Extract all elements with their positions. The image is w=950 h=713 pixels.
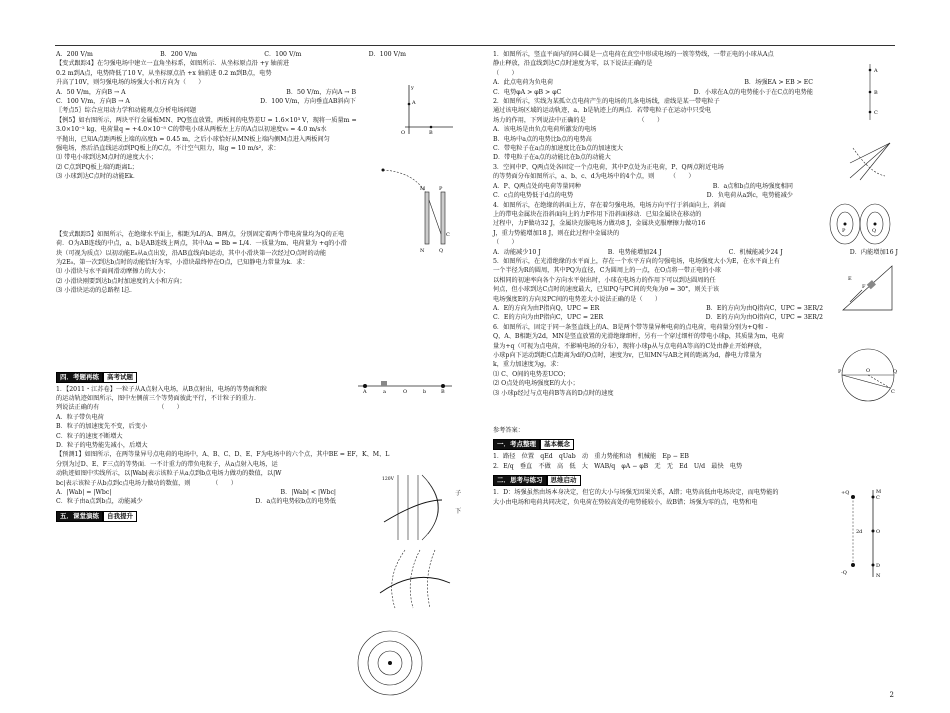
- incline-figure: [840, 262, 895, 314]
- line-charges-figure: [355, 372, 455, 394]
- svg-text:N: N: [876, 573, 881, 579]
- header-rule: [55, 45, 895, 46]
- curved-field-figure: [375, 548, 455, 610]
- section-5-label: 五．课堂演练: [56, 511, 103, 522]
- right-q4-line: 上的带电金属块在沿斜面向上的力F作用下沿斜面移动．已知金属块在移动的: [493, 210, 702, 218]
- field-lines-figure: [845, 138, 895, 183]
- right-q6-line: k，重力加速度为g，求：: [493, 361, 563, 369]
- right-q6-line: ⑴ C、O间的电势差UCO；: [493, 370, 570, 378]
- example5-line: 平抛出，已知A点距两板上端的高度h = 0.45 m，之后小球恰好从MN板上端内侧M点进入两板间匀: [56, 135, 330, 143]
- section-2-sublabel: 思维启动: [547, 475, 581, 486]
- answer-section-1-header: [493, 439, 574, 450]
- option-c: C．E的方向为由P指向C，UPC = 2ER: [493, 314, 604, 322]
- section-5-header: [56, 511, 137, 522]
- right-q1-options: [493, 88, 813, 97]
- right-q1-line: （ ）: [493, 69, 518, 77]
- option-a: A．E的方向为由P指向Q，UPC = ER: [493, 304, 600, 312]
- option-d: D．内能增加16 J: [849, 248, 898, 256]
- right-q6-line: 6．如图所示，固定于同一条竖直线上的A、B是两个带等量异种电荷的点电荷，电荷量分别为+Q和 -: [493, 323, 768, 331]
- variant4-line: 升高了10V，则匀强电场的场强大小和方向为（ ）: [56, 79, 205, 87]
- svg-text:F: F: [862, 284, 866, 290]
- question1-option: D．粒子的电势能先减小，后增大: [56, 441, 148, 449]
- prediction-line: bc|表示该粒子从b点到c点电场力做功的数值，则 （ ）: [56, 479, 237, 487]
- right-q2-option: D．带电粒子在a点的动能比在b点的动能大: [493, 154, 611, 162]
- option-d: D．100 V/m: [368, 51, 406, 58]
- option-b: B．|Wab| < |Wbc|: [280, 489, 336, 496]
- right-q2-option: B．电场中a点的电势比b点的电势高: [493, 135, 592, 143]
- prediction-options: [56, 497, 336, 506]
- svg-text:B: B: [429, 130, 433, 136]
- option-a: A．200 V/m: [56, 51, 93, 58]
- variant5-line: 荷．O为AB连线的中点，a、b是AB连线上两点，其中Aa = Bb = L/4．一质量为m、电荷量为 +q的小滑: [56, 240, 347, 248]
- right-q4-line: J，重力势能增加18 J，则在此过程中金属块的: [493, 229, 620, 237]
- right-q3-line: 的等势面分布如图所示，a、b、c、d为电场中的4个点，则 （ ）: [493, 173, 695, 181]
- option-c: C．100 V/m，方向B → A: [56, 98, 130, 106]
- svg-text:B: B: [441, 389, 445, 394]
- option-a: A．此点电荷为负电荷: [493, 79, 554, 87]
- answer-line: 1．D：场强虽然由场本身决定，但它的大小与场强无因果关系，A错；电势高低由电场决定，而电势能的: [493, 489, 779, 497]
- key-point-5-title: 〖考点5〗综合应用动力学和动能观点分析电场问题: [56, 107, 197, 115]
- svg-text:A: A: [363, 389, 367, 394]
- right-q6-line: ⑶ 小球p经过与点电荷B等高的D点时的速度: [493, 389, 614, 397]
- svg-text:a: a: [383, 389, 386, 394]
- options-row: [56, 50, 466, 59]
- svg-text:P: P: [838, 369, 842, 375]
- svg-text:B: B: [874, 90, 878, 96]
- right-q5-line: 一个半径为R的圆周，其中PQ为直径，C为圆周上的一点，在O点将一带正电的小球: [493, 267, 721, 275]
- prediction-line: 【预测1】如图所示，在两等量异号点电荷的电场中，A、B、C、D、E、F为电场中的六个点，其中BE = EF，K、M、L: [56, 451, 390, 459]
- variant5-line: ⑴ 小滑块与水平面间滑动摩擦力的大小；: [56, 268, 170, 276]
- right-q5-options: [493, 313, 823, 322]
- parallel-plates-figure: [375, 160, 455, 255]
- answer-section-2-header: [493, 475, 581, 486]
- svg-text:Q: Q: [872, 228, 877, 234]
- page-number: 2: [889, 691, 894, 699]
- charges-rod-figure: [838, 485, 893, 580]
- svg-text:y: y: [411, 85, 414, 91]
- right-q1-line: 静止释放，沿直线到达C点时速度为零，以下说法正确的是: [493, 60, 653, 68]
- svg-text:E: E: [848, 276, 852, 282]
- svg-text:+Q: +Q: [841, 490, 850, 496]
- equipotential-figure: [380, 470, 452, 542]
- example5-line: 【例5】如右图所示，两块平行金属板MN、PQ竖直放置，两板间的电势差U = 1.6×10³ V，现将一质量m =: [56, 116, 357, 124]
- svg-text:C: C: [891, 389, 895, 395]
- right-q6-line: 量为+q（可视为点电荷，不影响电场的分布），现将小球p从与点电荷A等高的C处由静止开始释放，: [493, 342, 766, 350]
- option-d: D．a点的电势较b点的电势低: [255, 498, 336, 506]
- answer-line: 大小由电场和电荷共同决定，负电荷在势较高处的电势能较小，故B错；场强为零的点，电势和电: [493, 498, 758, 506]
- variant5-line: 块（可视为质点）以初动能E₀从a点出发，沿AB直线向b运动，其中小滑块第一次经过O点时的动能: [56, 249, 327, 257]
- option-d: D．小球在A点的电势能小于在C点的电势能: [693, 88, 813, 96]
- option-b: B．200 V/m: [160, 51, 198, 58]
- section-5-sublabel: 自我提升: [103, 511, 137, 522]
- svg-text:N: N: [420, 248, 425, 254]
- right-column: [493, 50, 898, 507]
- svg-text:M: M: [420, 186, 426, 192]
- prediction-line: 分别为过D、E、F三点的等势面．一不计重力的带负电粒子，从a点射入电场，运: [56, 460, 278, 468]
- variant4-line: 0.2 m到A点，电势降低了10 V，从坐标原点沿 +x 轴前进 0.2 m到B点，电势: [56, 69, 272, 77]
- q1-side-text: 下: [455, 508, 462, 515]
- right-q6-line: Q，A、B相距为2d，MN是竖直放置的光滑绝缘细杆，另有一个穿过细杆的带电小球p，其质量为m，电荷: [493, 333, 785, 341]
- svg-text:D: D: [876, 563, 881, 569]
- option-b: B．a点和b点的电场强度相同: [712, 182, 793, 190]
- answers-title: 参考答案：: [493, 427, 524, 435]
- svg-text:C: C: [446, 232, 450, 238]
- option-c: C．粒子由a点到b点，动能减少: [56, 498, 143, 506]
- example5-line: ⑵ C点到PQ板上端的距离L；: [56, 163, 138, 171]
- question1-option: C．粒子的速度不断增大: [56, 432, 123, 440]
- right-q3-options: [493, 191, 793, 200]
- variant4-options: [56, 97, 356, 106]
- variant5-line: 【变式跟踪5】如图所示，在绝缘水平面上，相距为L的A、B两点，分别固定着两个带电荷量均为Q的正电: [56, 230, 345, 238]
- right-q3-line: 3．空间中P、Q两点处各固定一个点电荷，其中P点处为正电荷，P、Q两点附近电场: [493, 163, 724, 171]
- svg-text:P: P: [439, 186, 443, 192]
- svg-text:O: O: [866, 368, 871, 374]
- svg-text:M: M: [876, 489, 882, 495]
- option-d: D．100 V/m，方向垂直AB斜向下: [260, 98, 356, 106]
- option-b: B．电势能增加24 J: [607, 248, 662, 256]
- example5-line: ⑴ 带电小球到达M点时的速度大小；: [56, 154, 158, 162]
- prediction-options: [56, 488, 336, 497]
- svg-text:O: O: [401, 130, 406, 136]
- example5-line: 3.0×10⁻² kg、电荷量q = +4.0×10⁻⁵ C的带电小球从两板左上方的A点以初速度v₀ = 4.0 m/s水: [56, 126, 327, 134]
- option-c: C．机械能减少24 J: [728, 248, 783, 256]
- prediction-line: 动轨迹如图中实线所示，以|Wab|表示该粒子从a点到b点电场力做功的数值，以|W: [56, 470, 282, 478]
- option-a: A．|Wab| = |Wbc|: [56, 489, 112, 496]
- option-d: D．E的方向为由O指向C，UPC = 3ER/2: [705, 314, 823, 322]
- svg-text:C: C: [874, 110, 878, 116]
- coordinate-axes-figure: [395, 82, 455, 137]
- right-q5-options: [493, 304, 823, 313]
- option-a: A．50 V/m，方向B → A: [56, 88, 126, 96]
- section-4-sublabel: 高考试题: [103, 372, 137, 383]
- variant4-options: [56, 88, 356, 97]
- option-b: B．E的方向为由Q指向C，UPC = 3ER/2: [706, 304, 823, 312]
- vertical-line-figure: [840, 62, 898, 122]
- example5-line: ⑶ 小球到达C点时的动能Ek．: [56, 173, 140, 181]
- right-q5-line: 5．如图所示，在光滑绝缘的水平面上，存在一个水平方向的匀强电场，电场强度大小为E，在水平面上有: [493, 257, 780, 265]
- svg-text:Q: Q: [439, 248, 444, 254]
- section-1-label: 一．考点整理: [493, 439, 540, 450]
- right-q2-line: 2．如图所示，实线为某孤立点电荷产生的电场的几条电场线，虚线是某一带电粒子: [493, 98, 720, 106]
- q1-side-text: 子: [455, 490, 462, 497]
- question1-option: B．粒子的加速度先不变，后变小: [56, 423, 148, 431]
- right-q2-option: A．该电场是由负点电荷所激发的电场: [493, 126, 597, 134]
- circle-field-figure: [838, 345, 898, 405]
- question1-line: 的运动轨迹如图所示，图中左侧前三个等势面彼此平行，不计粒子的重力．: [56, 394, 261, 402]
- option-c: C．电势φA > φB > φC: [493, 88, 562, 96]
- svg-text:O: O: [403, 389, 408, 394]
- svg-text:120V: 120V: [382, 477, 394, 482]
- right-q4-line: （ ）: [493, 239, 518, 247]
- answer-line: 1．路径 位置 qEd qUab 动 重力势能和动 机械能 Ep − EB: [493, 453, 689, 461]
- right-q5-line: 何点，但小球到达C点时的速度最大，已知PQ与PC间的夹角为θ = 30°，则关于该: [493, 286, 720, 294]
- section-4-label: 四．考题再练: [56, 372, 103, 383]
- variant5-line: 为2E₀，第一次到达b点时的动能恰好为零，小滑块最终停在O点，已知静电力常量为k．求：: [56, 258, 309, 266]
- svg-text:A: A: [874, 68, 878, 74]
- svg-text:b: b: [423, 389, 427, 394]
- right-q4-line: 4．如图所示，在绝缘的斜面上方，存在着匀强电场，电场方向平行于斜面向上，斜面: [493, 201, 726, 209]
- right-q6-line: ⑵ O点处的电场强度E的大小；: [493, 380, 579, 388]
- dipole-equipotential-figure: [820, 198, 900, 250]
- variant5-line: ⑶ 小滑块运动的总路程 l总．: [56, 287, 137, 295]
- svg-text:A: A: [412, 100, 416, 106]
- option-a: A．P、Q两点处的电荷等量同种: [493, 182, 581, 190]
- right-q2-line: 通过该电场区域的运动轨迹，a、b是轨迹上的两点．若带电粒子在运动中只受电: [493, 107, 712, 115]
- svg-text:Q: Q: [893, 369, 898, 375]
- svg-text:O: O: [876, 529, 881, 535]
- question1-option: A．粒子带负电荷: [56, 413, 104, 421]
- option-d: D．负电荷从a到c，电势能减少: [706, 192, 793, 200]
- svg-text:2d: 2d: [856, 529, 863, 535]
- right-q4-line: 过程中，力F做功32 J，金属块克服电场力做功8 J，金属块克服摩擦力做功16: [493, 220, 706, 228]
- right-q5-line: 以相同的初速率向各个方向水平射出时，小球在电场力的作用下可以到达圆周的任: [493, 276, 716, 284]
- answer-line: 2．E/q 垂直 不做 高 低 大 WAB/q φA − φB 无 无 Ed U/d 最快 电势: [493, 462, 743, 470]
- right-q3-options: [493, 182, 793, 191]
- svg-text:C: C: [876, 495, 880, 501]
- variant4-line: 【变式跟踪4】在匀强电场中建立一直角坐标系，如图所示．从坐标原点沿 +y 轴前进: [56, 60, 290, 68]
- section-1-sublabel: 基本概念: [540, 439, 574, 450]
- variant5-line: ⑵ 小滑块刚要到达b点时加速度的大小和方向；: [56, 277, 186, 285]
- right-q6-line: 小球p向下运动到距C点距离为d的O点时，速度为v，已知MN与AB之间的距离为d，静电力常量为: [493, 352, 762, 359]
- right-q1-options: [493, 78, 813, 87]
- svg-text:P: P: [842, 228, 846, 234]
- right-q5-line: 电场强度E的方向及PC间的电势差大小说法正确的是（ ）: [493, 295, 662, 303]
- svg-text:-Q: -Q: [841, 570, 847, 576]
- concentric-circles-figure: [355, 628, 425, 698]
- option-b: B．场强EA > EB > EC: [744, 79, 813, 87]
- question1-line: 列说法正确的有 （ ）: [56, 404, 183, 412]
- option-a: A．动能减少10 J: [493, 248, 541, 256]
- section-4-header: [56, 372, 137, 383]
- right-q2-option: C．带电粒子在a点的加速度比在b点的加速度大: [493, 145, 623, 153]
- right-q1-line: 1．如图所示，竖直平面内的同心圆是一点电荷在真空中形成电场的一簇等势线，一带正电的小球从A点: [493, 51, 774, 58]
- section-2-label: 二．思考与练习: [493, 475, 547, 486]
- option-c: C．100 V/m: [264, 51, 302, 58]
- question1-line: 1．【2011・江苏卷】一粒子从A点射入电场，从B点射出，电场的等势面和粒: [56, 385, 268, 393]
- option-c: C．c点的电势低于d点的电势: [493, 192, 574, 200]
- example5-line: 强电场，然后沿直线运动到PQ板上的C点，不计空气阻力，取g = 10 m/s²，求：: [56, 145, 280, 153]
- option-b: B．50 V/m，方向A → B: [286, 88, 356, 96]
- right-q2-line: 场力的作用，下列说法中正确的是 （ ）: [493, 116, 664, 124]
